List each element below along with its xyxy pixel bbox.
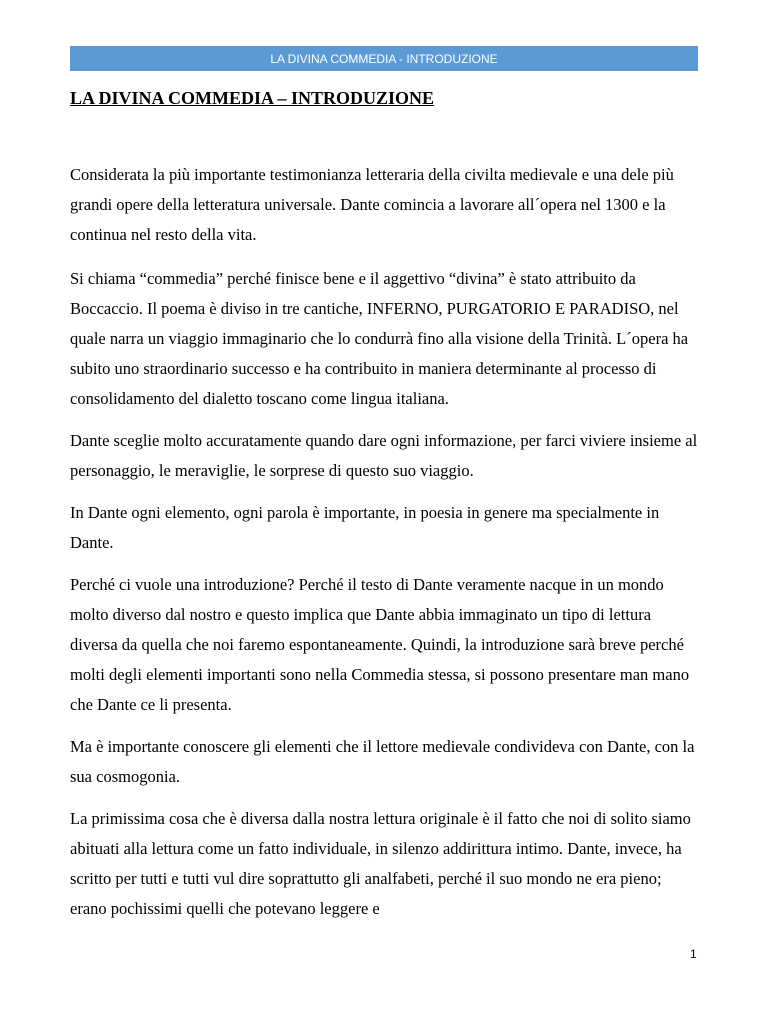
running-header-text: LA DIVINA COMMEDIA - INTRODUZIONE — [270, 51, 498, 66]
paragraph: In Dante ogni elemento, ogni parola è importante, in poesia in genere ma specialmente in Dante. — [70, 503, 660, 552]
paragraph: Si chiama “commedia” perché finisce bene e il aggettivo “divina” è stato attribuito da Boccaccio. Il poema è diviso in tre cantiche, INFERNO, PURGATORIO E PARADISO, nel quale narra un viaggio immaginario che lo condurrà fino alla visione della Trinità. L´opera ha subito uno straordinario successo e ha contribuito in maniera determinante al processo di consolidamento del dialetto toscano come lingua italiana. — [70, 269, 689, 408]
paragraph: La primissima cosa che è diversa dalla nostra lettura originale è il fatto che noi di solito siamo abituati alla lettura come un fatto individuale, in silenzo addirittura intimo. Dante, invece, ha scritto per tutti e tutti vul dire soprattutto gli analfabeti, perché il suo mondo ne era pieno; erano pochissimi quelli che potevano leggere e — [70, 809, 691, 918]
running-header — [70, 46, 698, 71]
paragraph: Dante sceglie molto accuratamente quando dare ogni informazione, per farci viviere insieme al personaggio, le meraviglie, le sorprese di questo suo viaggio. — [70, 431, 698, 480]
document-title: LA DIVINA COMMEDIA – INTRODUZIONE — [70, 88, 435, 108]
page-number: 1 — [690, 947, 697, 961]
paragraph: Perché ci vuole una introduzione? Perché il testo di Dante veramente nacque in un mondo molto diverso dal nostro e questo implica que Dante abbia immaginato un tipo di lettura diversa da quella che noi faremo espontaneamente. Quindi, la introduzione sarà breve perché molti degli elementi importanti sono nella Commedia stessa, si possono presentare man mano che Dante ce li presenta. — [70, 575, 690, 714]
paragraph: Ma è importante conoscere gli elementi che il lettore medievale condivideva con Dante, con la sua cosmogonia. — [70, 737, 695, 786]
paragraph: Considerata la più importante testimonianza letteraria della civilta medievale e una dele più grandi opere della letteratura universale. Dante comincia a lavorare all´opera nel 1300 e la continua nel resto della vita. — [70, 165, 674, 244]
document-body — [70, 160, 700, 936]
